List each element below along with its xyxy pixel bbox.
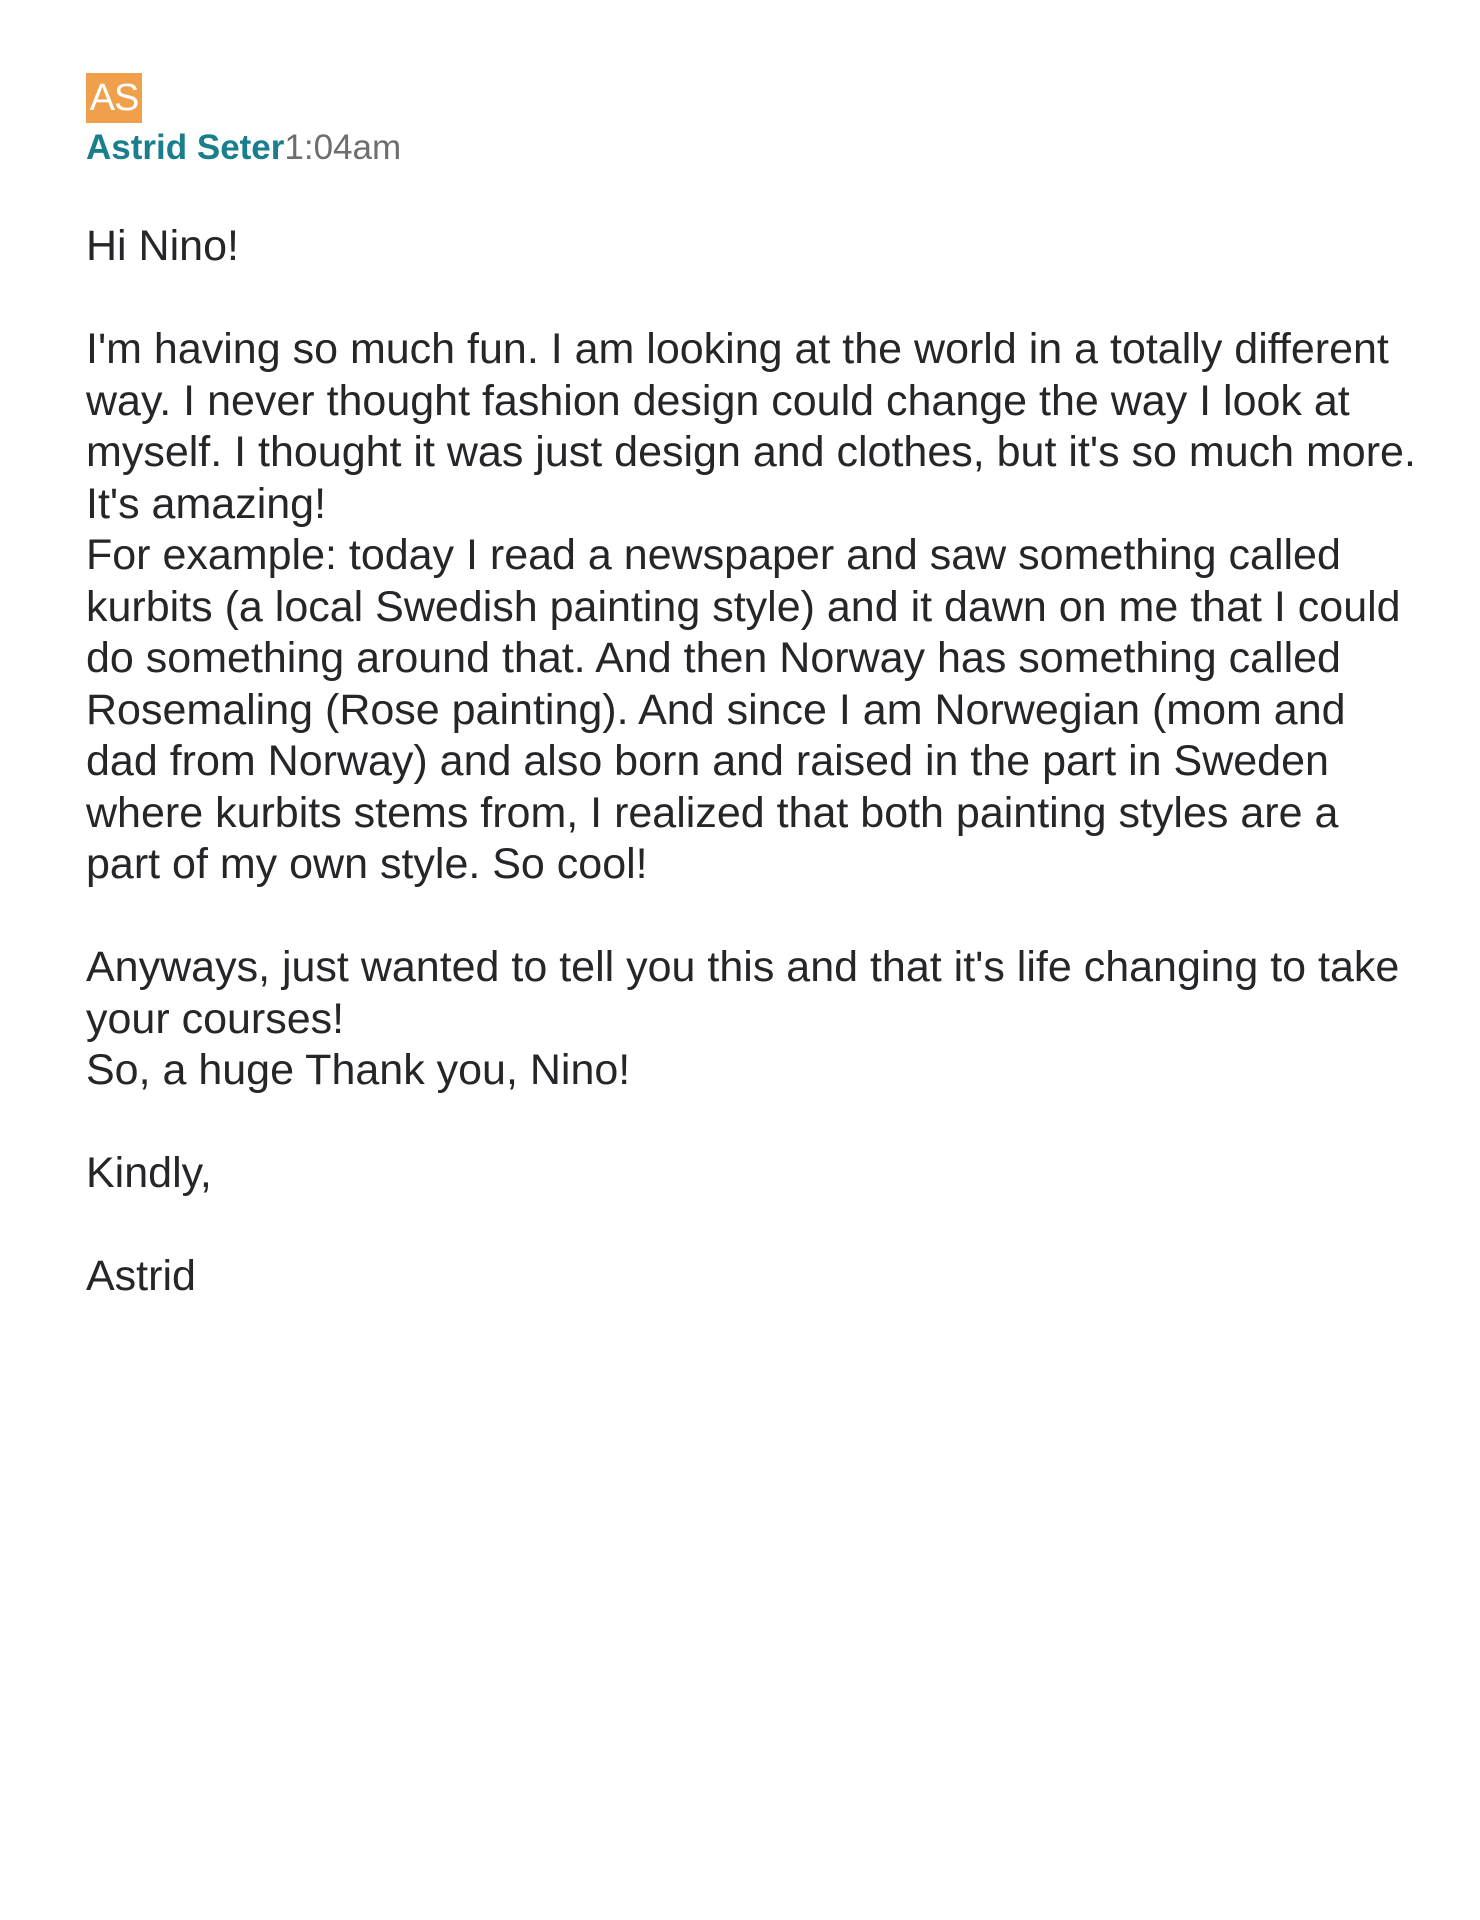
paragraph-spacer [86, 891, 1416, 943]
message-paragraph: For example: today I read a newspaper and saw something called kurbits (a local Swedish painting style) and it dawn on me that I could do something around that. And then Norway has something called Rosemaling (Rose painting). And since I am Norwegian (mom and dad from Norway) and also born and raised in the part in Sweden where kurbits stems from, I realized that both painting styles are a part of my own style. So cool! [86, 531, 1401, 888]
message-paragraph: So, a huge Thank you, Nino! [86, 1046, 631, 1094]
paragraph-spacer [86, 1200, 1416, 1252]
chat-message [86, 73, 1416, 1303]
message-paragraph: Anyways, just wanted to tell you this and that it's life changing to take your courses! [86, 943, 1400, 1043]
paragraph-spacer [86, 273, 1416, 325]
greeting: Hi Nino! [86, 222, 239, 270]
timestamp[interactable]: 1:04am [284, 128, 402, 167]
sender-name[interactable]: Astrid Seter [86, 128, 285, 167]
signature: Astrid [86, 1252, 196, 1300]
message-header [86, 125, 1416, 171]
message-paragraph: I'm having so much fun. I am looking at the world in a totally different way. I never thought fashion design could change the way I look at myself. I thought it was just design and clothes, but it's so much more. It's amazing! [86, 325, 1416, 528]
avatar[interactable]: AS [86, 73, 142, 123]
paragraph-spacer [86, 1097, 1416, 1149]
closing: Kindly, [86, 1149, 212, 1197]
message-body [86, 221, 1416, 1303]
